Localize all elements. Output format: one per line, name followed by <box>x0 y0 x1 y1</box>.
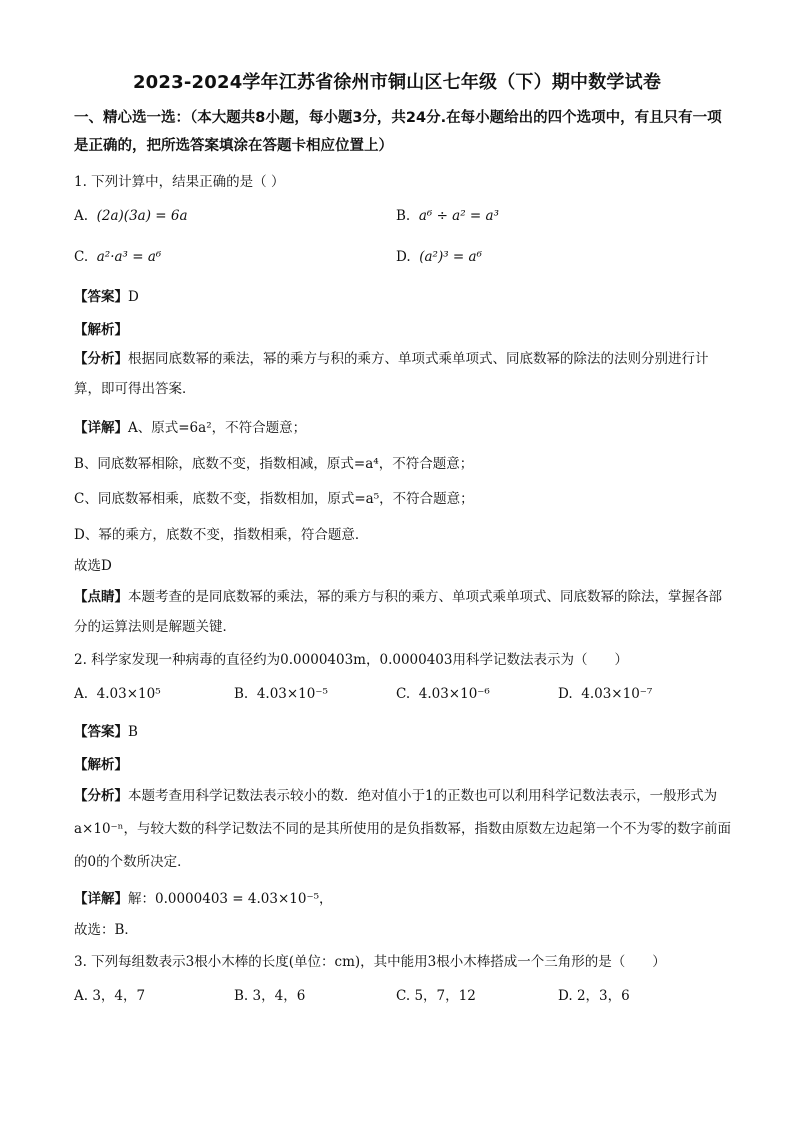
q3-option-b: B. 3，4，6 <box>234 988 306 1004</box>
q1-option-d: D. (a²)³ = a⁶ <box>396 249 482 265</box>
q3-option-a: A. 3，4，7 <box>74 988 146 1004</box>
q1-comment: 【点睛】本题考查的是同底数幂的乘法，幂的乘方与积的乘方、单项式乘单项式、同底数幂的除法，掌握各部分的运算法则是解题关键． <box>74 589 722 635</box>
q2-answer: 【答案】B <box>74 724 138 740</box>
q3-stem: 3. 下列每组数表示3根小木棒的长度(单位：cm)，其中能用3根小木棒搭成一个三角形的是（ ） <box>74 954 666 970</box>
q2-option-d: D. 4.03×10⁻⁷ <box>558 686 653 702</box>
q1-choose: 故选D <box>74 558 112 574</box>
q1-option-b: B. a⁶ ÷ a² = a³ <box>396 208 499 224</box>
q3-option-d: D. 2，3，6 <box>558 988 630 1004</box>
q2-option-a: A. 4.03×10⁵ <box>74 686 161 702</box>
q2-stem: 2. 科学家发现一种病毒的直径约为0.0000403m，0.0000403用科学记数法表示为（ ） <box>74 652 628 668</box>
q3-option-c: C. 5，7，12 <box>396 988 476 1004</box>
q2-option-c: C. 4.03×10⁻⁶ <box>396 686 490 702</box>
q2-detail: 【详解】解：0.0000403 = 4.03×10⁻⁵， <box>74 891 333 907</box>
q1-option-a: A. (2a)(3a) = 6a <box>74 208 188 224</box>
q2-analysis: 【分析】本题考查用科学记数法表示较小的数．绝对值小于1的正数也可以利用科学记数法表示，一般形式为a×10⁻ⁿ，与较大数的科学记数法不同的是其所使用的是负指数幂，指数由原数左边起第一个不为零的数字前面的0的个数所决定． <box>74 788 732 870</box>
section-heading: 一、精心选一选：（本大题共8小题，每小题3分，共24分.在每小题给出的四个选项中，有且只有一项是正确的，把所选答案填涂在答题卡相应位置上） <box>74 110 722 154</box>
q2-choose: 故选：B． <box>74 922 138 938</box>
q1-analysis: 【分析】根据同底数幂的乘法，幂的乘方与积的乘方、单项式乘单项式、同底数幂的除法的法则分别进行计算，即可得出答案． <box>74 351 709 397</box>
q1-option-c: C. a²·a³ = a⁶ <box>74 249 162 265</box>
q1-jiexi-label: 【解析】 <box>74 322 128 338</box>
q2-jiexi-label: 【解析】 <box>74 757 128 773</box>
q1-stem: 1. 下列计算中，结果正确的是（ ） <box>74 174 285 190</box>
q1-answer: 【答案】D <box>74 289 139 305</box>
q2-option-b: B. 4.03×10⁻⁵ <box>234 686 328 702</box>
q1-detail-a: 【详解】A、原式=6a²，不符合题意； <box>74 420 307 436</box>
q1-detail-c: C、同底数幂相乘，底数不变，指数相加，原式=a⁵，不符合题意； <box>74 491 474 507</box>
q1-detail-b: B、同底数幂相除，底数不变，指数相减，原式=a⁴，不符合题意； <box>74 456 474 472</box>
page-title: 2023-2024学年江苏省徐州市铜山区七年级（下）期中数学试卷 <box>132 72 662 93</box>
q1-detail-d: D、幂的乘方，底数不变，指数相乘，符合题意． <box>74 527 369 543</box>
